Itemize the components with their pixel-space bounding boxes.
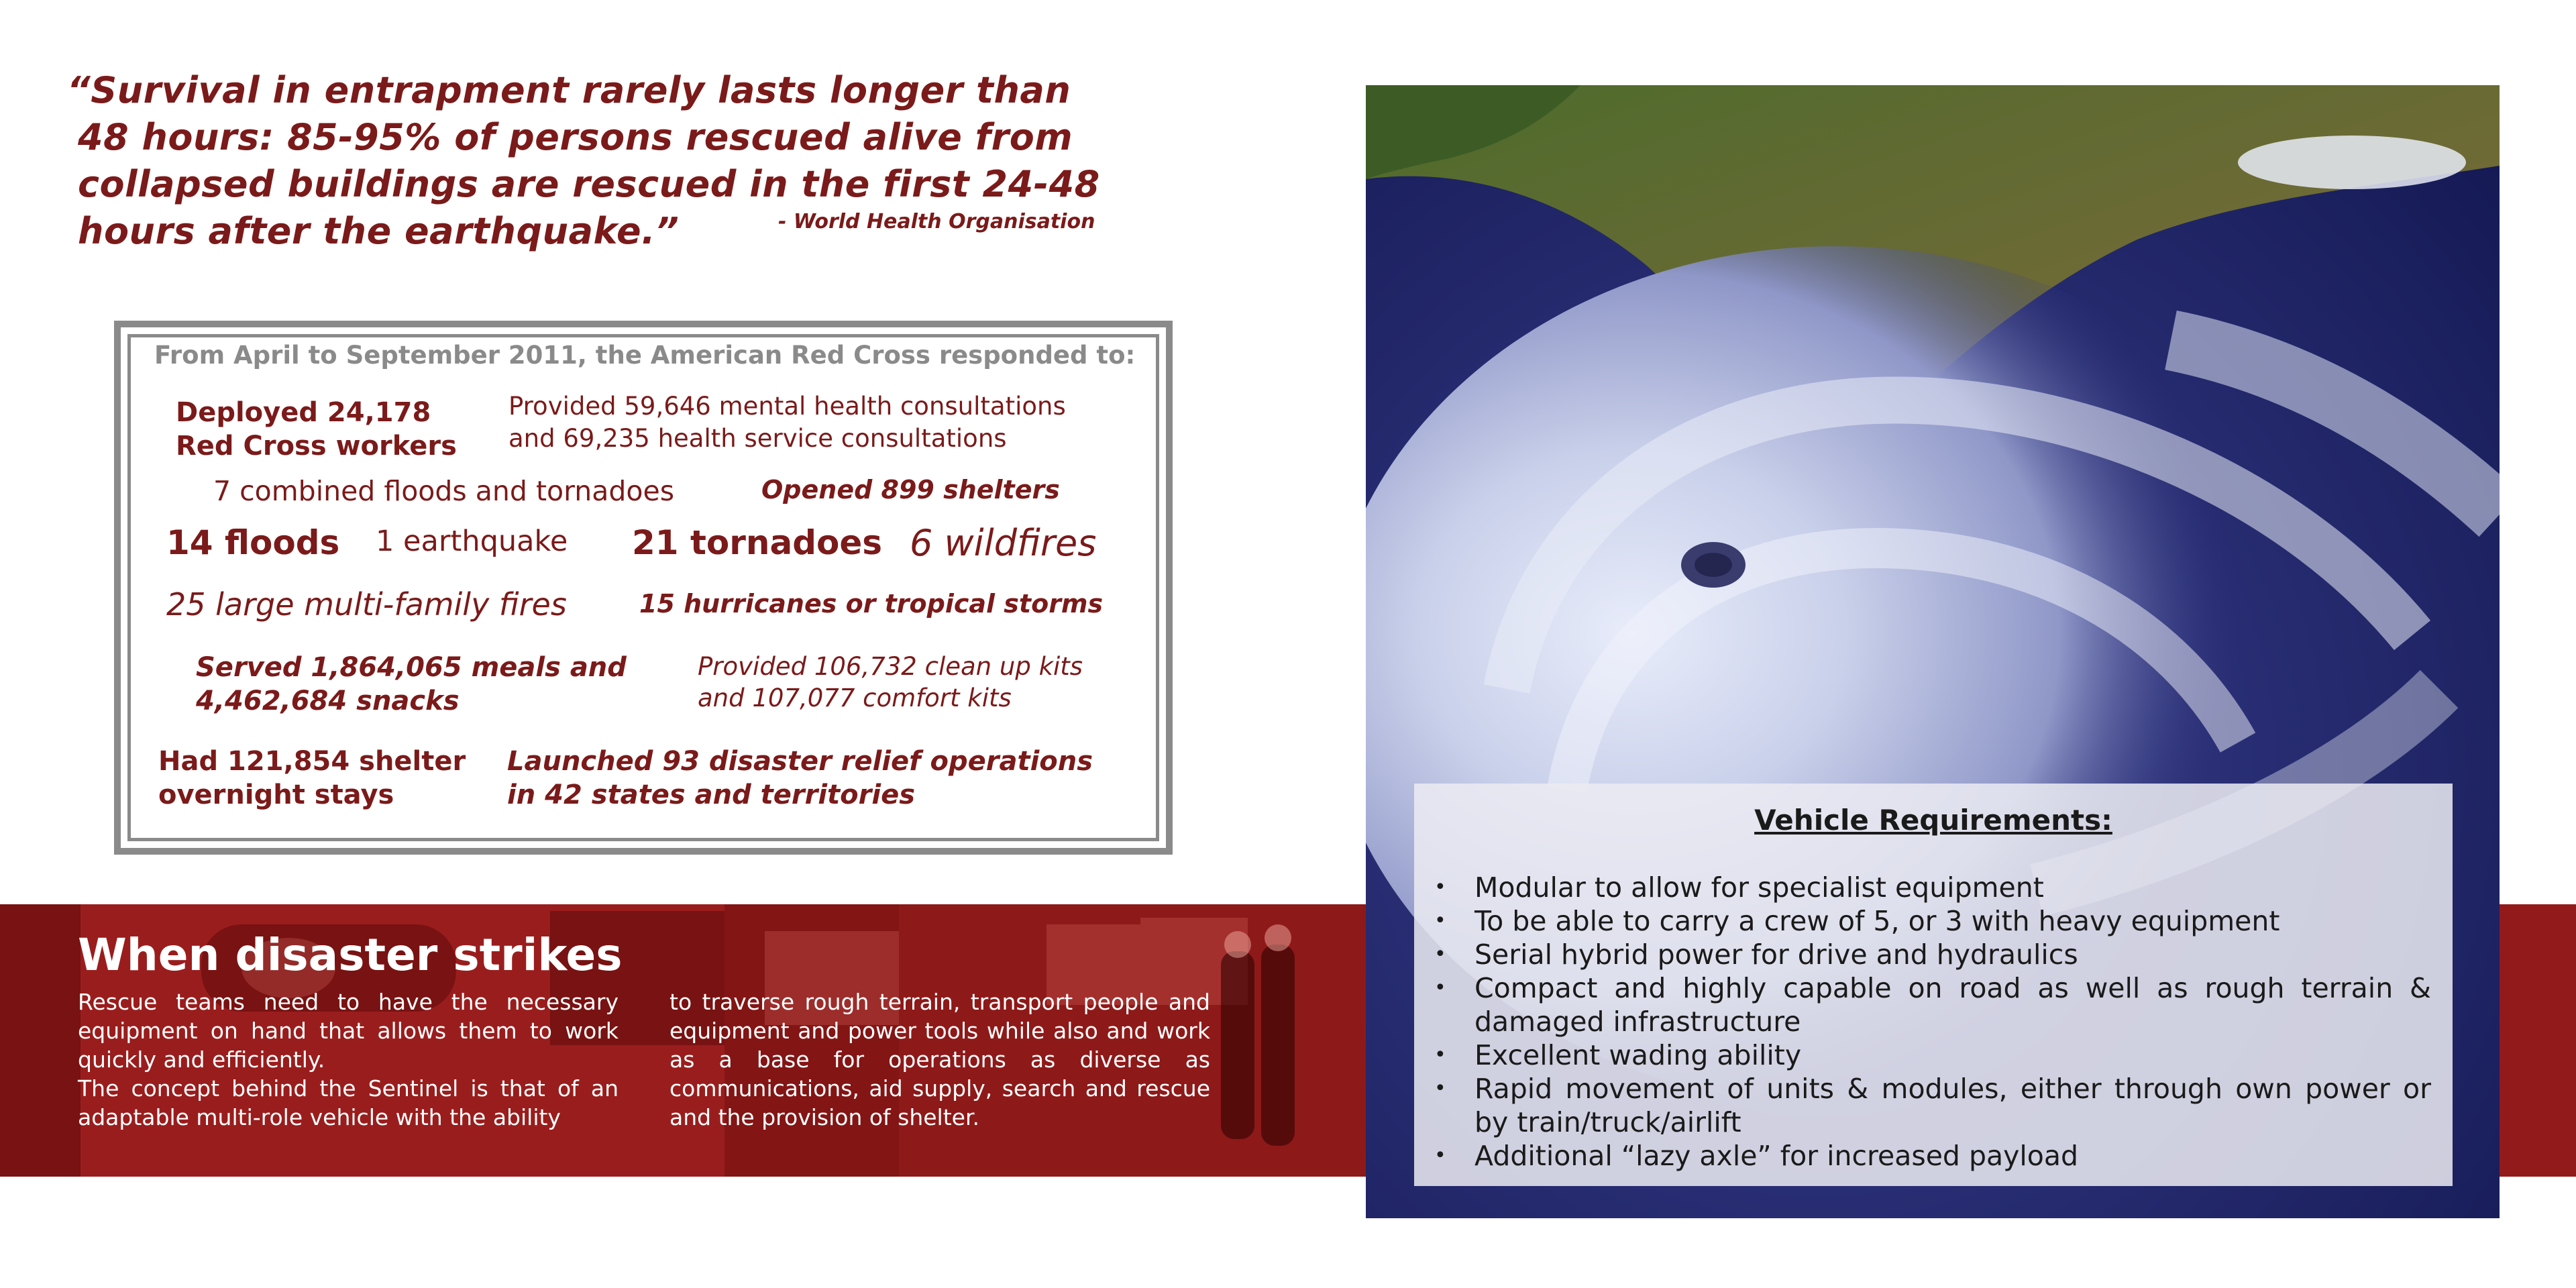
stat-meals-line: 4,462,684 snacks	[196, 686, 460, 716]
quote-line: collapsed buildings are rescued in the first 24-48	[78, 163, 1100, 205]
stat-stays-line: Had 121,854 shelter	[158, 746, 466, 777]
stat-workers-line: Deployed 24,178	[176, 397, 431, 428]
stat-consultations-line: Provided 59,646 mental health consultations	[508, 392, 1066, 421]
quote-source: - World Health Organisation	[778, 210, 1095, 233]
stat-kits-line: Provided 106,732 clean up kits	[698, 652, 1083, 681]
stat-consultations	[508, 390, 1066, 455]
quote-line: hours after the earthquake.”	[78, 210, 680, 252]
requirement-item: • Additional “lazy axle” for increased payload	[1434, 1139, 2431, 1173]
stat-overnight-stays	[158, 745, 466, 812]
requirement-item: • Serial hybrid power for drive and hydraulics	[1434, 938, 2431, 971]
stat-combined: 7 combined floods and tornadoes	[213, 475, 675, 507]
band-paragraph: The concept behind the Sentinel is that of an adaptable multi-role vehicle with the ability	[78, 1075, 619, 1130]
stat-tornadoes: 21 tornadoes	[632, 523, 883, 562]
band-text-right	[669, 987, 1210, 1132]
requirement-item: • Rapid movement of units & modules, either through own power or by train/truck/airlift	[1434, 1072, 2431, 1139]
requirements-title: Vehicle Requirements:	[1754, 804, 2112, 837]
stat-meals-line: Served 1,864,065 meals and	[196, 652, 627, 683]
stat-kits	[698, 651, 1083, 714]
band-text-left	[78, 987, 619, 1132]
stat-meals	[196, 651, 627, 718]
band-paragraph: to traverse rough terrain, transport people and equipment and power tools while also and work as a base for operations as diverse as communications, aid supply, search and rescue and the provision of shelter.	[669, 989, 1210, 1130]
stat-workers-line: Red Cross workers	[176, 431, 457, 462]
stat-multi-family-fires: 25 large multi-family fires	[166, 586, 567, 623]
requirement-item: • To be able to carry a crew of 5, or 3 with heavy equipment	[1434, 904, 2431, 938]
quote-line: 48 hours: 85-95% of persons rescued alive from	[78, 116, 1073, 158]
stat-stays-line: overnight stays	[158, 780, 394, 810]
stat-workers	[176, 396, 457, 463]
requirement-item: • Modular to allow for specialist equipment	[1434, 871, 2431, 904]
stat-hurricanes: 15 hurricanes or tropical storms	[639, 589, 1104, 619]
stat-operations	[507, 745, 1093, 812]
stat-kits-line: and 107,077 comfort kits	[698, 684, 1012, 712]
stats-header: From April to September 2011, the American Red Cross responded to:	[154, 341, 1136, 370]
stat-floods: 14 floods	[166, 523, 340, 562]
quote-line: “Survival in entrapment rarely lasts longer than	[67, 69, 1071, 111]
band-paragraph: Rescue teams need to have the necessary equipment on hand that allows them to work quickly and efficiently.	[78, 989, 619, 1073]
stat-consultations-line: and 69,235 health service consultations	[508, 424, 1007, 453]
stat-operations-line: Launched 93 disaster relief operations	[507, 746, 1093, 777]
band-title: When disaster strikes	[78, 929, 623, 981]
stat-wildfires: 6 wildfires	[910, 522, 1097, 564]
requirement-item: • Compact and highly capable on road as well as rough terrain & damaged infrastructure	[1434, 971, 2431, 1038]
stat-shelters: Opened 899 shelters	[761, 475, 1060, 504]
stat-earthquake: 1 earthquake	[376, 525, 568, 558]
requirements-list	[1434, 871, 2431, 1173]
requirement-item: • Excellent wading ability	[1434, 1038, 2431, 1072]
stat-operations-line: in 42 states and territories	[507, 780, 916, 810]
